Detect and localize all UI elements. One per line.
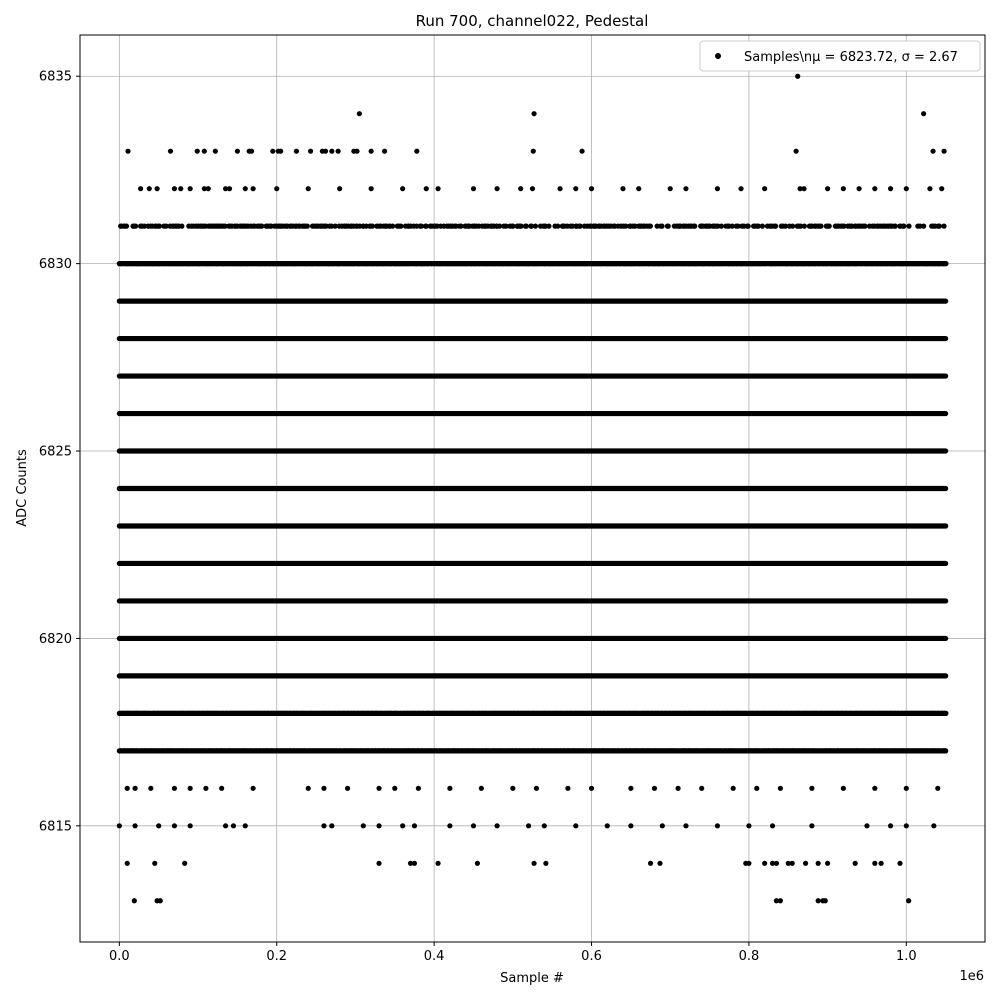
- sample-point: [270, 149, 275, 154]
- sample-point: [802, 224, 807, 229]
- y-tick-label: 6820: [38, 631, 72, 647]
- sample-point: [251, 786, 256, 791]
- sample-point: [486, 748, 491, 753]
- sample-point: [369, 149, 374, 154]
- sample-point: [494, 186, 499, 191]
- sample-point: [132, 823, 137, 828]
- sample-point: [801, 186, 806, 191]
- sample-point: [518, 186, 523, 191]
- sample-point: [471, 823, 476, 828]
- sample-point: [888, 186, 893, 191]
- sample-point: [321, 786, 326, 791]
- sample-point: [738, 186, 743, 191]
- sample-point: [357, 111, 362, 116]
- sample-point: [182, 861, 187, 866]
- sample-point: [526, 823, 531, 828]
- sample-point: [294, 149, 299, 154]
- sample-point: [306, 186, 311, 191]
- x-tick-label: 0.0: [109, 949, 130, 964]
- sample-point: [856, 186, 861, 191]
- sample-point: [479, 786, 484, 791]
- sample-point: [188, 186, 193, 191]
- sample-point: [620, 186, 625, 191]
- sample-point: [897, 861, 902, 866]
- sample-point: [231, 823, 236, 828]
- sample-point: [219, 786, 224, 791]
- sample-point: [699, 786, 704, 791]
- sample-point: [795, 74, 800, 79]
- sample-point: [412, 823, 417, 828]
- sample-point: [494, 823, 499, 828]
- sample-point: [746, 861, 751, 866]
- sample-point: [589, 186, 594, 191]
- x-tick-label: 0.4: [423, 949, 445, 964]
- sample-point: [573, 186, 578, 191]
- sample-point: [354, 149, 359, 154]
- sample-point: [533, 224, 538, 229]
- sample-point: [636, 186, 641, 191]
- sample-point: [336, 149, 341, 154]
- sample-point: [178, 186, 183, 191]
- sample-point: [943, 748, 948, 753]
- legend-marker: [715, 53, 721, 59]
- sample-point: [715, 186, 720, 191]
- sample-point: [274, 186, 279, 191]
- sample-point: [809, 823, 814, 828]
- sample-point: [904, 786, 909, 791]
- sample-point: [329, 149, 334, 154]
- sample-point: [931, 823, 936, 828]
- x-axis-offset-text: 1e6: [959, 969, 984, 984]
- sample-point: [251, 186, 256, 191]
- sample-point: [168, 149, 173, 154]
- sample-point: [660, 823, 665, 828]
- sample-point: [147, 186, 152, 191]
- sample-point: [657, 861, 662, 866]
- sample-point: [773, 224, 778, 229]
- sample-point: [382, 149, 387, 154]
- sample-point: [762, 861, 767, 866]
- sample-point: [125, 149, 130, 154]
- sample-point: [132, 786, 137, 791]
- sample-point: [906, 224, 911, 229]
- sample-point: [412, 861, 417, 866]
- sample-point: [172, 186, 177, 191]
- sample-point: [628, 786, 633, 791]
- sample-point: [321, 823, 326, 828]
- sample-point: [172, 823, 177, 828]
- sample-point: [628, 823, 633, 828]
- chart-title: Run 700, channel022, Pedestal: [415, 12, 649, 30]
- sample-point: [770, 823, 775, 828]
- sample-point: [872, 786, 877, 791]
- sample-point: [774, 861, 779, 866]
- sample-point: [816, 861, 821, 866]
- legend: [700, 41, 980, 71]
- sample-point: [376, 786, 381, 791]
- sample-point: [605, 823, 610, 828]
- sample-point: [906, 898, 911, 903]
- sample-point: [424, 186, 429, 191]
- sample-point: [195, 149, 200, 154]
- sample-point: [306, 786, 311, 791]
- y-axis-label: ADC Counts: [15, 449, 30, 527]
- sample-point: [668, 186, 673, 191]
- sample-point: [398, 224, 403, 229]
- sample-point: [901, 224, 906, 229]
- sample-point: [921, 224, 926, 229]
- sample-point: [188, 823, 193, 828]
- sample-point: [555, 224, 560, 229]
- sample-point: [930, 149, 935, 154]
- x-tick-label: 1.0: [895, 949, 917, 964]
- sample-point: [117, 823, 122, 828]
- sample-point: [302, 748, 307, 753]
- sample-point: [447, 823, 452, 828]
- sample-point: [648, 224, 653, 229]
- sample-point: [447, 786, 452, 791]
- sample-point: [323, 149, 328, 154]
- sample-point: [816, 898, 821, 903]
- sample-point: [943, 261, 948, 266]
- sample-point: [249, 149, 254, 154]
- sample-point: [530, 186, 535, 191]
- sample-point: [213, 149, 218, 154]
- sample-point: [435, 861, 440, 866]
- sample-point: [841, 186, 846, 191]
- sample-point: [243, 186, 248, 191]
- sample-point: [546, 224, 551, 229]
- sample-point: [152, 861, 157, 866]
- sample-point: [823, 898, 828, 903]
- sample-point: [542, 823, 547, 828]
- sample-point: [531, 111, 536, 116]
- x-tick-label: 0.2: [266, 949, 288, 964]
- sample-point: [345, 786, 350, 791]
- sample-point: [369, 186, 374, 191]
- sample-point: [659, 224, 664, 229]
- sample-point: [719, 224, 724, 229]
- sample-point: [138, 186, 143, 191]
- sample-point: [524, 224, 529, 229]
- sample-point: [841, 786, 846, 791]
- sample-point: [825, 861, 830, 866]
- sample-point: [223, 823, 228, 828]
- sample-point: [825, 186, 830, 191]
- sample-point: [158, 898, 163, 903]
- sample-point: [376, 861, 381, 866]
- y-tick-label: 6835: [38, 69, 72, 85]
- sample-point: [172, 786, 177, 791]
- sample-point: [329, 823, 334, 828]
- sample-point: [125, 786, 130, 791]
- sample-point: [893, 224, 898, 229]
- sample-point: [790, 861, 795, 866]
- sample-point: [872, 861, 877, 866]
- sample-point: [179, 224, 184, 229]
- sample-point: [778, 786, 783, 791]
- sample-point: [937, 224, 942, 229]
- sample-point: [376, 823, 381, 828]
- sample-point: [888, 823, 893, 828]
- sample-point: [156, 823, 161, 828]
- sample-point: [157, 224, 162, 229]
- sample-point: [235, 149, 240, 154]
- sample-point: [471, 186, 476, 191]
- sample-point: [148, 786, 153, 791]
- sample-point: [864, 823, 869, 828]
- sample-point: [904, 823, 909, 828]
- sample-point: [666, 224, 671, 229]
- x-tick-label: 0.8: [738, 949, 760, 964]
- sample-point: [155, 186, 160, 191]
- sample-point: [683, 186, 688, 191]
- sample-point: [862, 224, 867, 229]
- sample-point: [308, 149, 313, 154]
- sample-point: [531, 861, 536, 866]
- sample-point: [760, 224, 765, 229]
- sample-point: [853, 861, 858, 866]
- sample-point: [675, 786, 680, 791]
- sample-point: [754, 786, 759, 791]
- sample-point: [202, 149, 207, 154]
- sample-point: [589, 786, 594, 791]
- sample-point: [746, 823, 751, 828]
- sample-point: [927, 186, 932, 191]
- x-axis-label: Sample #: [500, 971, 564, 986]
- sample-point: [206, 186, 211, 191]
- sample-point: [941, 149, 946, 154]
- sample-point: [227, 186, 232, 191]
- sample-point: [573, 823, 578, 828]
- sample-point: [921, 111, 926, 116]
- sample-point: [534, 786, 539, 791]
- sample-point: [124, 224, 129, 229]
- sample-point: [414, 149, 419, 154]
- sample-point: [543, 861, 548, 866]
- sample-point: [243, 823, 248, 828]
- sample-point: [203, 786, 208, 791]
- sample-point: [390, 224, 395, 229]
- sample-point: [818, 224, 823, 229]
- y-tick-label: 6815: [38, 819, 72, 835]
- sample-point: [715, 823, 720, 828]
- sample-point: [935, 786, 940, 791]
- sample-point: [809, 786, 814, 791]
- sample-point: [941, 224, 946, 229]
- sample-point: [188, 786, 193, 791]
- sample-point: [392, 786, 397, 791]
- sample-point: [648, 861, 653, 866]
- sample-point: [652, 786, 657, 791]
- sample-point: [790, 224, 795, 229]
- sample-point: [731, 786, 736, 791]
- sample-point: [337, 186, 342, 191]
- sample-point: [435, 186, 440, 191]
- y-tick-label: 6830: [38, 257, 72, 273]
- legend-label: Samples\nμ = 6823.72, σ = 2.67: [744, 50, 958, 65]
- sample-point: [565, 786, 570, 791]
- sample-point: [400, 823, 405, 828]
- sample-point: [904, 186, 909, 191]
- sample-point: [763, 261, 768, 266]
- sample-point: [557, 186, 562, 191]
- sample-point: [133, 224, 138, 229]
- sample-point: [827, 224, 832, 229]
- sample-point: [531, 149, 536, 154]
- sample-point: [794, 149, 799, 154]
- sample-point: [416, 786, 421, 791]
- sample-point: [692, 224, 697, 229]
- sample-point: [361, 823, 366, 828]
- sample-point: [778, 898, 783, 903]
- sample-point: [278, 149, 283, 154]
- sample-point: [746, 224, 751, 229]
- sample-point: [305, 224, 310, 229]
- sample-point: [400, 186, 405, 191]
- sample-point: [879, 861, 884, 866]
- sample-point: [803, 861, 808, 866]
- sample-point: [579, 149, 584, 154]
- sample-point: [943, 711, 948, 716]
- sample-point: [683, 823, 688, 828]
- sample-point: [872, 186, 877, 191]
- sample-point: [762, 186, 767, 191]
- sample-point: [939, 186, 944, 191]
- x-tick-label: 0.6: [581, 949, 602, 964]
- y-tick-label: 6825: [38, 444, 72, 460]
- sample-point: [125, 861, 130, 866]
- sample-point: [475, 861, 480, 866]
- sample-point: [132, 898, 137, 903]
- sample-point: [510, 786, 515, 791]
